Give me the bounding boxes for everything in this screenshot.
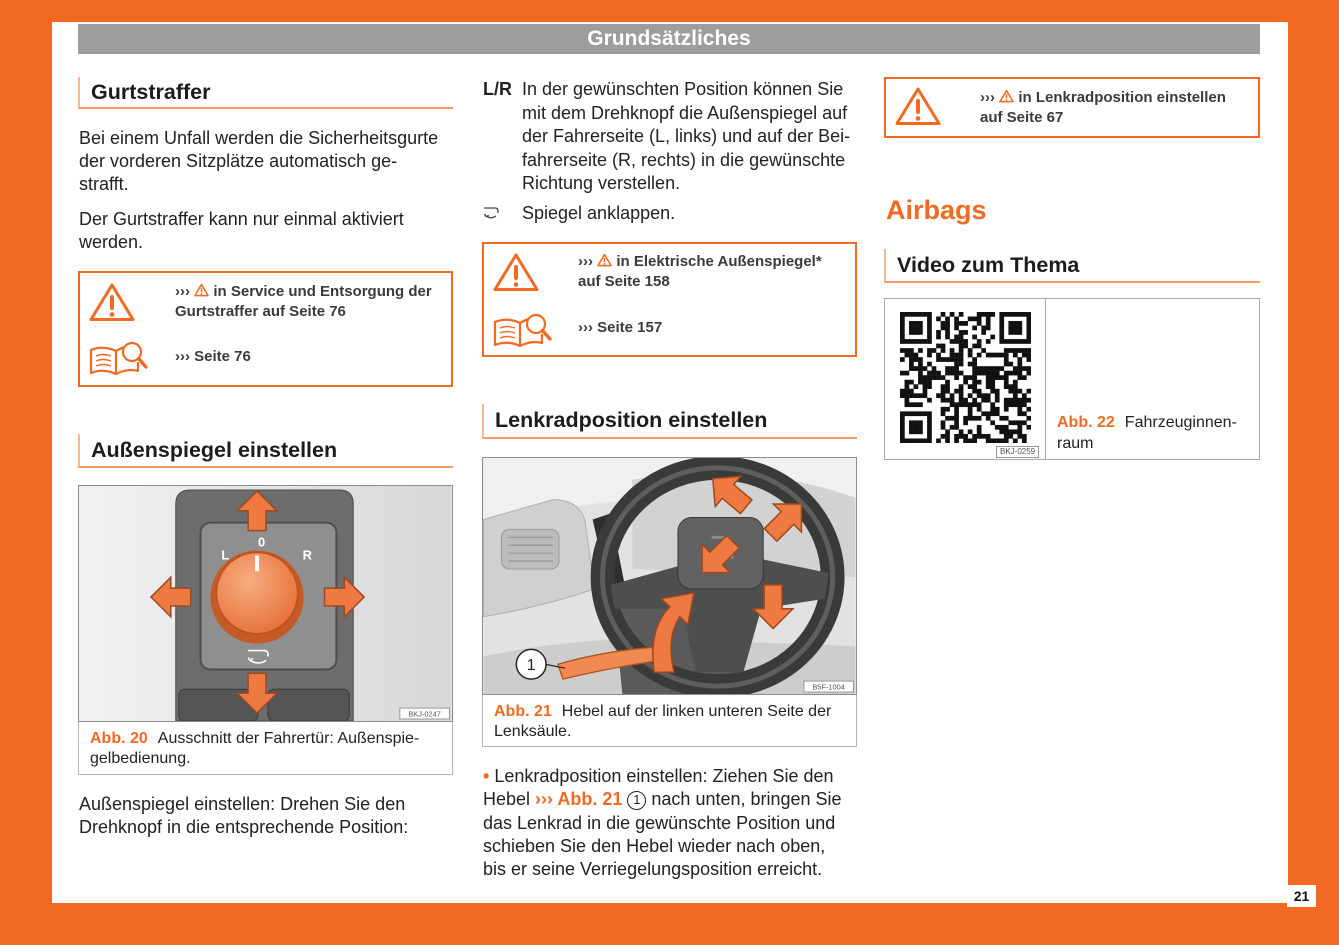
caption-text: Ausschnitt der Fahrertür: Außenspie- [157, 730, 420, 747]
caption-text: Hebel auf der linken unteren Seite der [561, 703, 832, 720]
link-arrow: ››› [175, 283, 190, 300]
mirror-control-illustration [79, 486, 452, 721]
figure-code: BKJ-0247 [408, 709, 441, 719]
warning-text [578, 252, 822, 292]
warning-link-line-2[interactable]: Gurtstraffer auf Seite 76 [175, 303, 346, 320]
caption-text: Fahrzeuginnen- [1124, 414, 1237, 431]
text-line: In der gewünschten Position können Sie [522, 79, 844, 99]
warning-box-aussenspiegel [482, 242, 857, 357]
small-warning-icon [597, 253, 612, 267]
warning-text [980, 88, 1226, 128]
heading-text: Lenkradposition einstellen [495, 408, 768, 432]
mirror-fold-icon [482, 206, 500, 220]
figure-label: Abb. 21 [494, 703, 552, 720]
warning-link-line[interactable] [980, 88, 1226, 108]
bullet-paragraph [483, 765, 842, 881]
text-line: Drehknopf in die entsprechende Position: [79, 817, 409, 837]
text-line: Lenkradposition einstellen: Ziehen Sie den [494, 766, 834, 786]
small-warning-icon [999, 89, 1014, 103]
warning-link-text: in Service und Entsorgung der [213, 283, 432, 300]
caption-text: Lenksäule. [494, 723, 572, 740]
heading-text: Gurtstraffer [91, 79, 211, 104]
text-line: Außenspiegel einstellen: Drehen Sie den [79, 794, 406, 814]
figure-image-mirror-control [78, 485, 453, 722]
mirror-knob [210, 550, 303, 643]
warning-text [175, 282, 432, 322]
text-line: Richtung verstellen. [522, 173, 681, 193]
warning-box-lenkrad [884, 77, 1260, 138]
heading-lenkradposition [482, 404, 857, 439]
figure-code: B5F-1004 [812, 682, 845, 692]
warning-triangle-icon [493, 252, 539, 292]
text-line: schieben Sie den Hebel wieder nach oben, [483, 835, 826, 856]
text-line: fahrerseite (R, rechts) in die gewünschte [522, 149, 846, 170]
heading-aussenspiegel [78, 434, 453, 468]
text-line: Bei einem Unfall werden die Sicherheitsgurte [79, 128, 439, 148]
heading-gurtstraffer [78, 77, 453, 109]
caption-text: gelbedienung. [90, 750, 191, 767]
warning-triangle-icon [89, 282, 135, 322]
book-magnifier-icon [88, 340, 148, 376]
warning-link-line[interactable] [175, 282, 432, 302]
figure-21 [482, 457, 857, 747]
heading-text: Außenspiegel einstellen [91, 437, 338, 462]
text-line: das Lenkrad in die gewünschte Position und [483, 812, 836, 833]
qr-code[interactable] [900, 312, 1031, 443]
fold-text: Spiegel anklappen. [522, 203, 676, 223]
small-warning-icon [194, 283, 209, 297]
link-arrow: ››› [980, 89, 995, 106]
text-line: nach unten, bringen Sie [651, 789, 842, 810]
text-line: werden. [79, 232, 144, 252]
section-header [78, 24, 1260, 54]
paragraph-gurtstraffer-1 [79, 127, 438, 196]
figure-image-steering-wheel [482, 457, 857, 695]
lr-label: L/R [483, 79, 512, 99]
chapter-title: Airbags [886, 195, 987, 225]
figure-reference-link[interactable]: ››› Abb. 21 [535, 789, 623, 810]
section-title: Grundsätzliches [587, 27, 751, 50]
knob-label-left: L [221, 547, 230, 563]
page-reference-link[interactable]: ››› Seite 157 [578, 319, 663, 336]
warning-link-line-2[interactable]: auf Seite 67 [980, 109, 1064, 126]
steering-wheel-illustration [483, 458, 856, 694]
warning-link-line-2[interactable]: auf Seite 158 [578, 273, 670, 290]
text-line: bis er seine Verriegelungsposition erreicht. [483, 859, 823, 880]
figure-caption [1057, 412, 1237, 454]
bullet: • [483, 766, 490, 786]
callout-number: 1 [526, 657, 536, 675]
book-magnifier-icon [492, 312, 552, 348]
warning-box-gurtstraffer [78, 271, 453, 387]
figure-caption [78, 722, 453, 775]
callout-reference: 1 [627, 791, 646, 810]
figure-22 [884, 298, 1260, 460]
knob-label-right: R [302, 547, 312, 563]
figure-code: BKJ-0259 [996, 446, 1039, 458]
warning-link-line[interactable] [578, 252, 822, 272]
figure-caption [482, 695, 857, 747]
caption-text: raum [1057, 435, 1094, 452]
text-line: Der Gurtstraffer kann nur einmal aktiviert [79, 209, 404, 229]
warning-link-text: in Elektrische Außenspiegel* [616, 253, 822, 270]
text-line: strafft. [79, 174, 129, 194]
lr-description [522, 78, 850, 196]
heading-video [884, 249, 1260, 283]
text-line: Hebel [483, 789, 531, 810]
knob-label-center: 0 [258, 534, 266, 550]
figure-label: Abb. 20 [90, 730, 148, 747]
text-line: mit dem Drehknopf die Außenspiegel auf [522, 102, 848, 123]
figure-label: Abb. 22 [1057, 414, 1115, 431]
figure-20 [78, 485, 453, 775]
text-line: der vorderen Sitzplätze automatisch ge- [79, 151, 398, 171]
warning-triangle-icon [895, 86, 941, 126]
paragraph-gurtstraffer-2 [79, 208, 404, 254]
qr-panel [885, 299, 1046, 459]
heading-text: Video zum Thema [897, 252, 1080, 277]
link-arrow: ››› [578, 253, 593, 270]
warning-link-text: in Lenkradposition einstellen [1018, 89, 1226, 106]
text-line: der Fahrerseite (L, links) und auf der Bei- [522, 126, 851, 146]
paragraph-aussenspiegel [79, 793, 408, 839]
page-number: 21 [1287, 885, 1316, 907]
page-reference-link[interactable]: ››› Seite 76 [175, 348, 251, 365]
